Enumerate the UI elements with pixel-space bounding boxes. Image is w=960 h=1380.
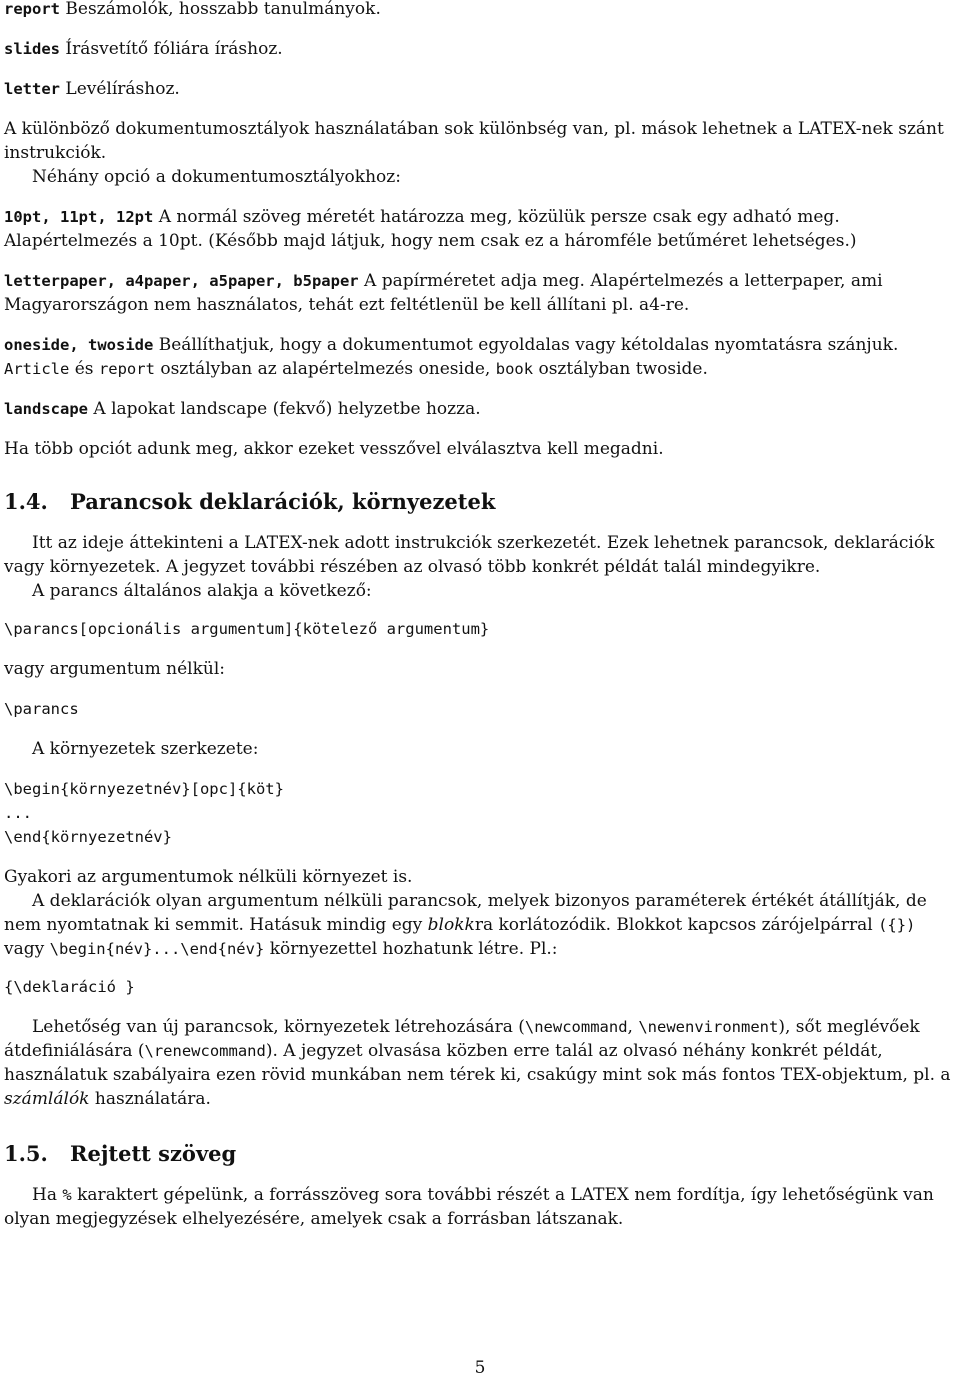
section-heading [4, 1139, 956, 1169]
section-title: Parancsok deklarációk, környezetek [70, 489, 496, 514]
paragraph-options-intro: Néhány opció a dokumentumosztályokhoz: [32, 167, 401, 187]
code-inline: report [98, 360, 155, 378]
definition: Írásvetítő fóliára íráshoz. [65, 39, 283, 59]
text-fragment: vagy [4, 939, 45, 959]
text-fragment: ). A jegyzet olvasása közben erre talál az olvasó néhány konkrét példát, használatuk szabályaira ezen rövid munkában nem térek ki, csakúgy mint sok más fontos TEX-objektum, pl. a [4, 1041, 951, 1085]
text-fragment: használatára. [94, 1089, 211, 1109]
text-fragment: Ha [32, 1185, 57, 1205]
text-fragment: környezettel hozhatunk létre. Pl.: [269, 939, 558, 959]
section-heading [4, 487, 956, 517]
definition: A normál szöveg méretét határozza meg, közülük persze csak egy adható meg. Alapértelmezés a 10pt. (Később majd látjuk, hogy nem csak ez a háromféle betűméret lehetséges.) [4, 207, 857, 251]
text-fragment: és [74, 359, 94, 379]
term: oneside, twoside [4, 336, 154, 354]
code-inline: Article [4, 360, 70, 378]
text-fragment: osztályban twoside. [538, 359, 708, 379]
emphasis: számlálók [4, 1089, 90, 1109]
text-fragment: osztályban az alapértelmezés oneside, [160, 359, 491, 379]
definition: Levélíráshoz. [65, 79, 180, 99]
paragraph-hidden-text [4, 1183, 956, 1231]
term: 10pt, 11pt, 12pt [4, 208, 154, 226]
term: letterpaper, a4paper, a5paper, b5paper [4, 272, 359, 290]
class-list [4, 0, 956, 101]
section-title: Rejtett szöveg [70, 1141, 237, 1166]
paragraph-comma: Ha több opciót adunk meg, akkor ezeket vesszővel elválasztva kell megadni. [4, 439, 664, 459]
text-fragment: karaktert gépelünk, a forrásszöveg sora további részét a LATEX nem fordítja, így lehetőségünk van olyan megjegyzések elhelyezésére, amelyek csak a forrásban látszanak. [4, 1185, 934, 1229]
paragraph-newcommand [4, 1015, 956, 1111]
definition: Beállíthatjuk, hogy a dokumentumot egyoldalas vagy kétoldalas nyomtatásra szánjuk. [158, 335, 899, 355]
definition: A lapokat landscape (fekvő) helyzetbe hozza. [93, 399, 481, 419]
text-fragment: ), sőt meglévőek átdefiniálására ( [4, 1017, 920, 1061]
list-item [4, 333, 956, 381]
paragraph-general: A parancs általános alakja a következő: [32, 581, 372, 601]
list-item [4, 269, 956, 317]
term: report [4, 0, 60, 18]
list-item [4, 37, 956, 61]
code-block: \parancs[opcionális argumentum]{kötelező argumentum} [4, 620, 490, 638]
code-inline: \begin{név}...\end{név} [49, 940, 265, 958]
text-fragment: A deklarációk olyan argumentum nélküli parancsok, melyek bizonyos paraméterek értékét átállítják, de nem nyomtatnak ki semmit. Hatásuk mindig egy [4, 891, 927, 935]
code-inline: \renewcommand [144, 1042, 266, 1060]
term: landscape [4, 400, 88, 418]
term: slides [4, 40, 60, 58]
paragraph-noarg: vagy argumentum nélkül: [4, 659, 226, 679]
text-fragment: Lehetőség van új parancsok, környezetek létrehozására ( [32, 1017, 525, 1037]
paragraph-env-noarg: Gyakori az argumentumok nélküli környezet is. [4, 867, 413, 887]
list-item [4, 0, 956, 21]
definition: A papírméretet adja meg. Alapértelmezés a letterpaper, ami Magyarországon nem használatos, tehát ezt feltétlenül be kell állítani pl. a4-re. [4, 271, 883, 315]
section-number: 1.4. [4, 489, 48, 514]
code-inline: \newenvironment [638, 1018, 779, 1036]
code-inline: book [495, 360, 534, 378]
list-item [4, 205, 956, 253]
text-fragment: ra korlátozódik. Blokkot kapcsos zárójelpárral [474, 915, 873, 935]
paragraph-env: A környezetek szerkezete: [32, 739, 259, 759]
list-item [4, 397, 956, 421]
text-fragment: , [627, 1017, 633, 1037]
code-block: \parancs [4, 700, 79, 718]
definition: Beszámolók, hosszabb tanulmányok. [65, 0, 381, 19]
paragraph-classes: A különböző dokumentumosztályok használatában sok különbség van, pl. mások lehetnek a LATEX-nek szánt instrukciók. [4, 119, 944, 163]
code-block: \begin{környezetnév}[opc]{köt} ... \end{környezetnév} [4, 780, 284, 846]
term: letter [4, 80, 60, 98]
paragraph-intro: Itt az ideje áttekinteni a LATEX-nek adott instrukciók szerkezetét. Ezek lehetnek parancsok, deklarációk vagy környezetek. A jegyzet további részében az olvasó több konkrét példát talál mindegyikre. [4, 533, 935, 577]
code-block: {\deklaráció } [4, 978, 135, 996]
paragraph-declarations [4, 889, 956, 961]
code-inline: \newcommand [524, 1018, 628, 1036]
code-inline: ({}) [878, 916, 916, 934]
list-item [4, 77, 956, 101]
emphasis: blokk [427, 915, 475, 935]
page-number: 5 [474, 1358, 486, 1378]
code-inline: % [62, 1186, 72, 1204]
option-list [4, 205, 956, 421]
section-number: 1.5. [4, 1141, 48, 1166]
document-page [4, 0, 956, 1231]
